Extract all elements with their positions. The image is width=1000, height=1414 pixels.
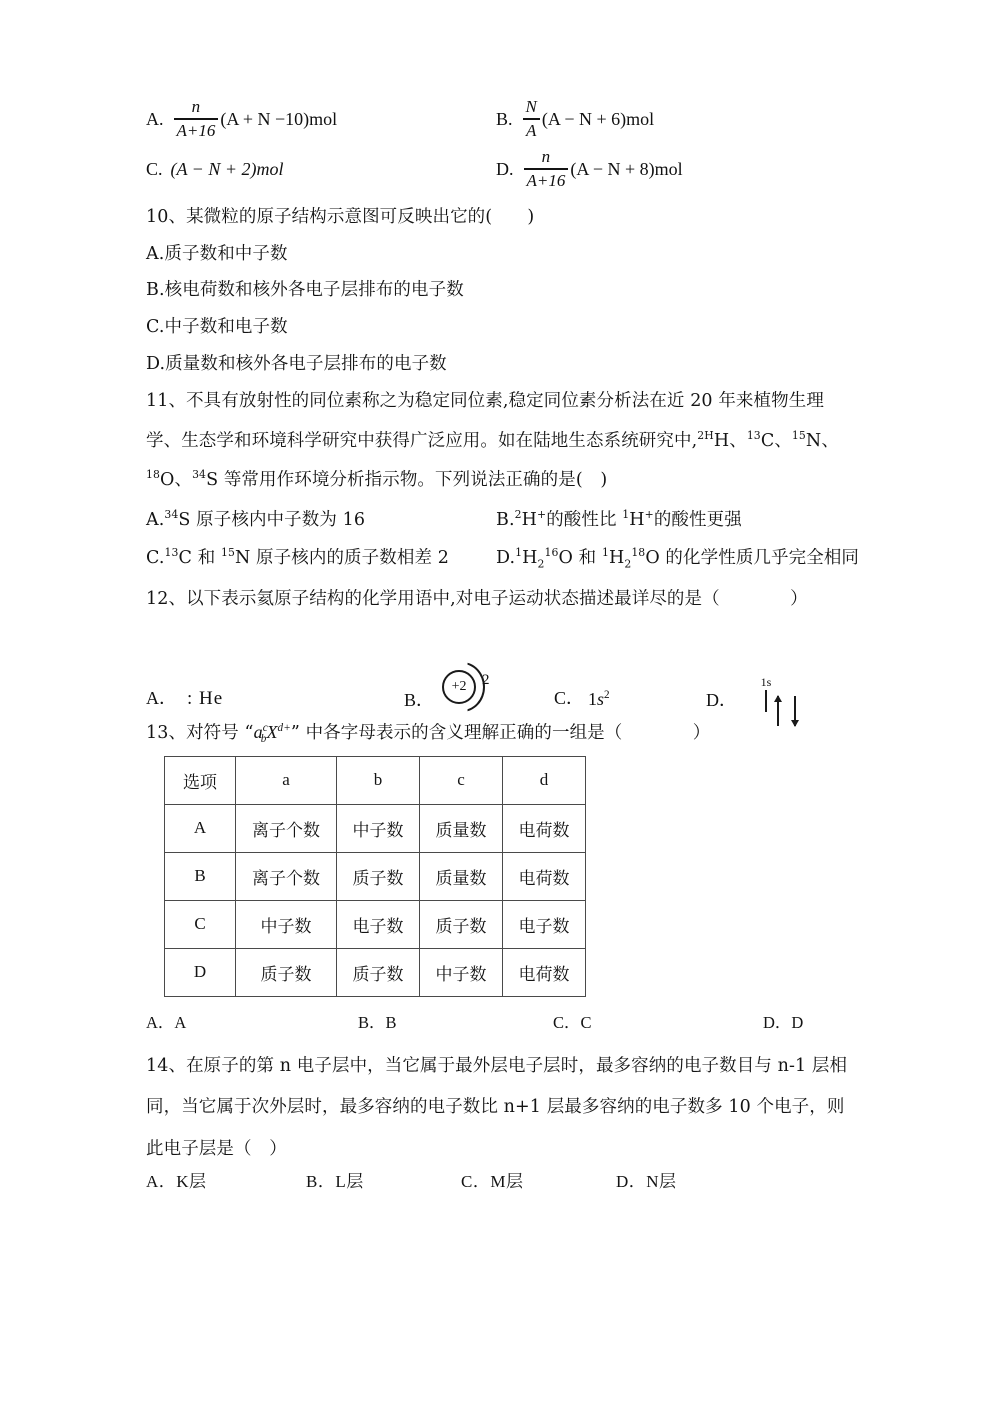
q11-option-c-tail: 原子核内的质子数相差 2 (250, 547, 449, 568)
cell-b-d: 电荷数 (503, 852, 586, 900)
q11-option-d: $D.^1H_2^{16}O$ 和 $^1H_2^{18}O$ 的化学性质几乎完全相同 (496, 545, 860, 571)
question-13 (146, 720, 866, 1033)
table-row (165, 900, 586, 948)
q14-answer-b: B．L层 (306, 1172, 364, 1192)
lewis-structure-helium: : He (187, 687, 224, 709)
q11-option-c: C.$^{13}$C 和 $^{15}$N 原子核内的质子数相差 2 (146, 545, 449, 568)
q9-option-d (496, 146, 683, 192)
q9-option-d-numerator: n (541, 147, 551, 167)
question-12 (146, 588, 866, 710)
table-header-a: a (236, 756, 337, 804)
q9-option-a-fraction (174, 97, 219, 140)
table-header-c: c (420, 756, 503, 804)
q12-option-c (554, 684, 610, 710)
cell-a-b: 中子数 (337, 804, 420, 852)
q9-options-row-2 (146, 146, 866, 192)
cell-c-b: 电子数 (337, 900, 420, 948)
q12-stem: 12、以下表示氦原子结构的化学用语中,对电子运动状态描述最详尽的是（ ） (146, 589, 808, 610)
orbital-box (765, 690, 767, 712)
cell-b-b: 质子数 (337, 852, 420, 900)
q13-stem-prefix: 13、对符号 “ (146, 722, 254, 743)
q13-answer-b: B．B (358, 1012, 397, 1032)
q11-stem-line-1: 11、不具有放射性的同位素称之为稳定同位素,稳定同位素分析法在近 20 年来植物生理 (146, 391, 824, 412)
q11-option-c-mid: 和 (192, 547, 221, 568)
row-label-c: C (165, 900, 236, 948)
q11-option-a: A.$^{34}$S 原子核内中子数为 16 (146, 508, 366, 530)
q9-option-b-numerator: N (525, 97, 537, 117)
meaning-options-table (164, 756, 586, 997)
q12-option-a-label: A． (146, 687, 177, 708)
q13-answer-c: C．C (553, 1012, 592, 1032)
q9-option-a-expression: (A + N −10)mol (220, 108, 338, 129)
q9-option-d-expression: (A − N + 8)mol (570, 158, 683, 179)
spin-down-arrow-icon (794, 696, 796, 726)
q9-option-b-fraction (523, 97, 540, 140)
q13-answer-a: A．A (146, 1012, 187, 1032)
isotope-c13: $^{13}$C (746, 428, 775, 451)
q11-option-c-label: C. (146, 547, 165, 568)
q9-option-b-expression: (A − N + 6)mol (541, 108, 655, 129)
table-header-row (165, 756, 586, 804)
row-label-b: B (165, 852, 236, 900)
q9-option-b (496, 96, 654, 142)
q14-answer-choices (146, 1167, 866, 1192)
q9-option-c-label: C. (146, 158, 163, 179)
q12-option-d (706, 675, 791, 712)
question-11 (146, 390, 866, 570)
q9-option-c-expression: (A − N + 2)mol (170, 158, 284, 179)
q10-option-b: B.核电荷数和核外各电子层排布的电子数 (146, 280, 464, 301)
q11-option-d-tail: 的化学性质几乎完全相同 (659, 547, 860, 568)
q13-answer-d: D．D (763, 1012, 804, 1032)
isotope-symbol-notation: $a^c_bX^{d+}$ (253, 721, 291, 746)
table-row (165, 852, 586, 900)
question-14 (146, 1055, 866, 1193)
q14-answer-a: A．K层 (146, 1172, 207, 1192)
q13-stem-suffix: ” 中各字母表示的含义理解正确的一组是（ ） (290, 722, 711, 743)
table-row (165, 948, 586, 996)
q11-option-b-mid: 的酸性比 (546, 510, 623, 530)
cell-c-c: 质子数 (420, 900, 503, 948)
cell-c-d: 电子数 (503, 900, 586, 948)
cell-b-a: 离子个数 (236, 852, 337, 900)
q9-option-a-label: A. (146, 108, 164, 129)
q14-answer-d: D．N层 (616, 1172, 677, 1192)
q11-options-row-2 (146, 547, 866, 571)
q13-answer-choices (146, 1009, 866, 1033)
cell-a-d: 电荷数 (503, 804, 586, 852)
q14-answer-c: C．M层 (461, 1172, 524, 1192)
table-header-d: d (503, 756, 586, 804)
q9-option-a (146, 96, 496, 142)
orbital-box-diagram (741, 675, 791, 712)
q10-option-c: C.中子数和电子数 (146, 316, 288, 337)
q12-option-a (146, 684, 223, 710)
q12-options-figures (146, 618, 866, 710)
cell-b-c: 质量数 (420, 852, 503, 900)
isotope-s34: $^{34}$S (192, 468, 219, 491)
shell-electron-count: 2 (482, 671, 490, 688)
q12-option-d-label: D． (706, 689, 737, 710)
q11-stem-line-2: 学、生态学和环境科学研究中获得广泛应用。如在陆地生态系统研究中,$^{2H}$H、$^{13}$C、$^{15}$N、 (146, 428, 839, 451)
cell-c-a: 中子数 (236, 900, 337, 948)
bohr-model-diagram (440, 660, 498, 712)
q9-option-a-denominator: A+16 (176, 120, 216, 140)
q10-stem: 10、某微粒的原子结构示意图可反映出它的( ) (146, 207, 535, 227)
page-content (146, 96, 866, 1192)
q9-option-c (146, 146, 496, 192)
cell-d-a: 质子数 (236, 948, 337, 996)
isotope-o18: $^{18}$O (146, 468, 175, 491)
q11-stem-line-3-text: 等常用作环境分析指示物。下列说法正确的是( ) (218, 470, 608, 491)
q12-option-b (404, 660, 498, 712)
cell-d-b: 质子数 (337, 948, 420, 996)
cell-a-a: 离子个数 (236, 804, 337, 852)
q11-option-b-tail: 的酸性更强 (653, 510, 742, 530)
row-label-a: A (165, 804, 236, 852)
q11-option-b: B.$^2$H+的酸性比 $^1$H+的酸性更强 (496, 508, 742, 530)
orbital-label: 1s (760, 674, 772, 689)
isotope-h2: $^{2H}$H (697, 428, 730, 451)
table-row (165, 804, 586, 852)
q14-stem-line-1: 14、在原子的第 n 电子层中，当它属于最外层电子层时，最多容纳的电子数目与 n-1 层相 (146, 1055, 848, 1076)
table-header-b: b (337, 756, 420, 804)
electron-configuration: $1s^2$ (588, 688, 610, 709)
spin-up-arrow-icon (777, 696, 779, 726)
q9-option-a-numerator: n (191, 97, 201, 117)
isotope-n15: $^{15}$N (791, 428, 822, 451)
table-header-option: 选项 (165, 756, 236, 804)
q11-option-a-label: A. (146, 510, 165, 530)
q11-stem-line-2-text: 学、生态学和环境科学研究中获得广泛应用。如在陆地生态系统研究中, (146, 430, 698, 451)
q11-stem-line-3: $^{18}$O、$^{34}$S 等常用作环境分析指示物。下列说法正确的是( ) (146, 468, 608, 491)
cell-d-c: 中子数 (420, 948, 503, 996)
q13-stem (146, 720, 866, 746)
q9-options-row-1 (146, 96, 866, 142)
row-label-d: D (165, 948, 236, 996)
q10-option-a: A.质子数和中子数 (146, 243, 288, 264)
q14-stem-line-2: 同，当它属于次外层时，最多容纳的电子数比 n+1 层最多容纳的电子数多 10 个电子，则 (146, 1097, 845, 1118)
q10-option-d: D.质量数和核外各电子层排布的电子数 (146, 353, 447, 374)
question-10 (146, 206, 866, 376)
q9-option-b-label: B. (496, 108, 513, 129)
nucleus-charge: +2 (442, 670, 476, 704)
q13-table-wrapper (164, 756, 866, 997)
cell-d-d: 电荷数 (503, 948, 586, 996)
q12-option-b-label: B． (404, 689, 435, 710)
q9-option-b-denominator: A (525, 120, 537, 140)
cell-a-c: 质量数 (420, 804, 503, 852)
q14-stem-line-3: 此电子层是（ ） (146, 1138, 287, 1159)
q11-option-d-label: D. (496, 547, 516, 568)
q11-option-d-mid: 和 (573, 547, 602, 568)
q9-option-d-fraction (524, 147, 569, 190)
q9-option-d-denominator: A+16 (526, 170, 566, 190)
q11-options-row-1 (146, 509, 866, 533)
q12-option-c-label: C． (554, 687, 585, 708)
q11-option-b-label: B. (496, 510, 515, 530)
q11-option-a-text: 原子核内中子数为 16 (190, 510, 366, 530)
q9-option-d-label: D. (496, 158, 514, 179)
